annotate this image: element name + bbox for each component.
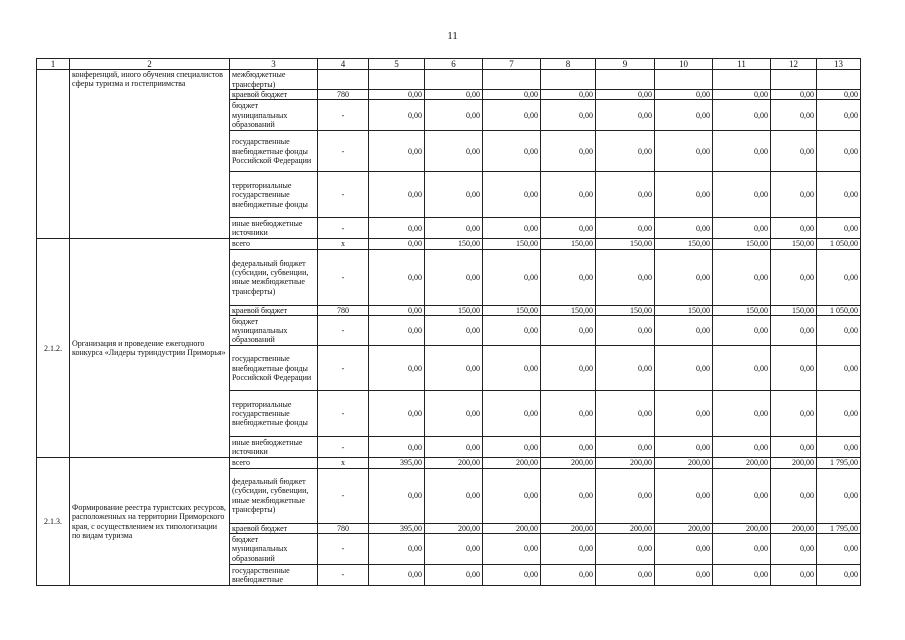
amount-cell: 0,00	[596, 346, 655, 391]
budget-code	[318, 70, 369, 90]
amount-cell: 0,00	[596, 391, 655, 437]
amount-cell: 395,00	[369, 523, 425, 533]
amount-cell: 0,00	[425, 218, 483, 239]
amount-cell: 0,00	[483, 218, 541, 239]
amount-cell: 0,00	[425, 391, 483, 437]
amount-cell: 0,00	[541, 90, 596, 100]
amount-cell: 150,00	[425, 239, 483, 249]
amount-cell: 0,00	[817, 131, 861, 172]
amount-cell: 0,00	[713, 468, 771, 523]
amount-cell: 0,00	[655, 437, 713, 458]
amount-cell: 200,00	[771, 458, 817, 468]
amount-cell: 0,00	[713, 534, 771, 565]
amount-cell: 0,00	[541, 249, 596, 305]
amount-cell: 0,00	[771, 437, 817, 458]
amount-cell: 0,00	[817, 534, 861, 565]
amount-cell: 0,00	[483, 468, 541, 523]
amount-cell: 0,00	[483, 316, 541, 346]
column-header: 10	[655, 59, 713, 70]
amount-cell: 0,00	[655, 172, 713, 218]
amount-cell: 0,00	[771, 391, 817, 437]
amount-cell	[596, 70, 655, 90]
amount-cell: 0,00	[483, 131, 541, 172]
amount-cell: 0,00	[655, 316, 713, 346]
amount-cell: 0,00	[425, 90, 483, 100]
budget-code: 780	[318, 523, 369, 533]
amount-cell: 0,00	[817, 468, 861, 523]
amount-cell	[655, 70, 713, 90]
amount-cell: 150,00	[541, 305, 596, 315]
funding-source: иные внебюджетные источники	[230, 218, 318, 239]
amount-cell: 0,00	[655, 565, 713, 586]
amount-cell: 0,00	[483, 437, 541, 458]
amount-cell: 0,00	[771, 218, 817, 239]
funding-source: краевой бюджет	[230, 90, 318, 100]
amount-cell: 0,00	[817, 316, 861, 346]
amount-cell: 0,00	[369, 249, 425, 305]
amount-cell: 0,00	[425, 565, 483, 586]
amount-cell: 0,00	[369, 346, 425, 391]
table-row	[37, 239, 861, 249]
amount-cell: 0,00	[369, 239, 425, 249]
amount-cell: 0,00	[713, 565, 771, 586]
amount-cell: 0,00	[369, 316, 425, 346]
funding-source: государственные внебюджетные фонды Российской Федерации	[230, 131, 318, 172]
table-row	[37, 458, 861, 468]
amount-cell: 0,00	[596, 100, 655, 131]
amount-cell: 395,00	[369, 458, 425, 468]
budget-code: -	[318, 249, 369, 305]
amount-cell	[817, 70, 861, 90]
amount-cell: 0,00	[425, 100, 483, 131]
amount-cell: 0,00	[483, 172, 541, 218]
amount-cell	[771, 70, 817, 90]
budget-code: -	[318, 437, 369, 458]
funding-source: иные внебюджетные источники	[230, 437, 318, 458]
section-id: 2.1.3.	[37, 458, 70, 586]
funding-source: государственные внебюджетные	[230, 565, 318, 586]
amount-cell: 0,00	[713, 391, 771, 437]
column-header: 7	[483, 59, 541, 70]
amount-cell: 0,00	[713, 131, 771, 172]
amount-cell: 0,00	[713, 218, 771, 239]
amount-cell: 0,00	[541, 391, 596, 437]
amount-cell: 0,00	[369, 305, 425, 315]
funding-source: межбюджетные трансферты)	[230, 70, 318, 90]
amount-cell: 0,00	[771, 100, 817, 131]
amount-cell	[369, 70, 425, 90]
amount-cell: 0,00	[369, 468, 425, 523]
column-header: 11	[713, 59, 771, 70]
amount-cell	[541, 70, 596, 90]
amount-cell: 0,00	[483, 391, 541, 437]
amount-cell: 150,00	[713, 305, 771, 315]
amount-cell: 0,00	[817, 437, 861, 458]
budget-code: -	[318, 100, 369, 131]
funding-source: федеральный бюджет (субсидии, субвенции, иные межбюджетные трансферты)	[230, 249, 318, 305]
amount-cell: 0,00	[596, 90, 655, 100]
budget-code: 780	[318, 90, 369, 100]
amount-cell: 200,00	[713, 458, 771, 468]
amount-cell: 0,00	[817, 249, 861, 305]
amount-cell: 200,00	[483, 523, 541, 533]
budget-code: -	[318, 346, 369, 391]
budget-code: -	[318, 468, 369, 523]
amount-cell: 0,00	[369, 565, 425, 586]
amount-cell: 0,00	[425, 316, 483, 346]
amount-cell: 0,00	[541, 172, 596, 218]
amount-cell: 150,00	[655, 305, 713, 315]
amount-cell: 200,00	[541, 458, 596, 468]
amount-cell: 150,00	[771, 305, 817, 315]
amount-cell: 150,00	[713, 239, 771, 249]
column-header: 12	[771, 59, 817, 70]
column-header: 5	[369, 59, 425, 70]
amount-cell: 0,00	[483, 100, 541, 131]
budget-table	[36, 58, 861, 586]
amount-cell: 0,00	[771, 249, 817, 305]
amount-cell: 0,00	[369, 391, 425, 437]
column-header: 1	[37, 59, 70, 70]
amount-cell: 0,00	[817, 90, 861, 100]
amount-cell: 0,00	[425, 172, 483, 218]
amount-cell: 0,00	[369, 90, 425, 100]
section-id: 2.1.2.	[37, 239, 70, 458]
column-header: 3	[230, 59, 318, 70]
amount-cell: 0,00	[817, 218, 861, 239]
column-header: 4	[318, 59, 369, 70]
amount-cell: 0,00	[817, 172, 861, 218]
amount-cell: 0,00	[369, 437, 425, 458]
funding-source: государственные внебюджетные фонды Российской Федерации	[230, 346, 318, 391]
amount-cell: 150,00	[541, 239, 596, 249]
amount-cell: 0,00	[596, 437, 655, 458]
column-header: 2	[70, 59, 230, 70]
amount-cell: 0,00	[655, 534, 713, 565]
page-number: 11	[447, 30, 458, 42]
amount-cell: 0,00	[713, 437, 771, 458]
table-row	[37, 70, 861, 90]
budget-code: -	[318, 534, 369, 565]
funding-source: бюджет муниципальных образований	[230, 100, 318, 131]
amount-cell: 0,00	[541, 100, 596, 131]
section-id	[37, 70, 70, 239]
amount-cell: 0,00	[425, 534, 483, 565]
amount-cell: 0,00	[713, 172, 771, 218]
amount-cell	[483, 70, 541, 90]
funding-source: федеральный бюджет (субсидии, субвенции, иные межбюджетные трансферты)	[230, 468, 318, 523]
budget-code: -	[318, 565, 369, 586]
amount-cell: 200,00	[483, 458, 541, 468]
amount-cell: 0,00	[425, 346, 483, 391]
amount-cell: 0,00	[771, 468, 817, 523]
amount-cell: 0,00	[713, 90, 771, 100]
amount-cell: 0,00	[541, 131, 596, 172]
section-name: Формирование реестра туристских ресурсов, расположенных на территории Приморского края, с осуществлением их типологизации по видам туризма	[70, 458, 230, 586]
amount-cell	[425, 70, 483, 90]
budget-code: x	[318, 458, 369, 468]
amount-cell: 0,00	[541, 565, 596, 586]
amount-cell: 0,00	[369, 534, 425, 565]
amount-cell: 0,00	[541, 316, 596, 346]
amount-cell: 200,00	[596, 458, 655, 468]
amount-cell: 200,00	[596, 523, 655, 533]
budget-code: 780	[318, 305, 369, 315]
amount-cell: 200,00	[425, 523, 483, 533]
amount-cell: 150,00	[425, 305, 483, 315]
budget-code: -	[318, 218, 369, 239]
amount-cell: 0,00	[655, 346, 713, 391]
amount-cell: 0,00	[541, 346, 596, 391]
amount-cell: 0,00	[483, 534, 541, 565]
funding-source: всего	[230, 239, 318, 249]
funding-source: бюджет муниципальных образований	[230, 316, 318, 346]
amount-cell: 0,00	[771, 172, 817, 218]
amount-cell: 200,00	[541, 523, 596, 533]
section-name: Организация и проведение ежегодного конкурса «Лидеры туриндустрии Приморья»	[70, 239, 230, 458]
amount-cell: 0,00	[596, 468, 655, 523]
amount-cell: 0,00	[771, 316, 817, 346]
column-header: 9	[596, 59, 655, 70]
amount-cell: 0,00	[483, 90, 541, 100]
amount-cell: 0,00	[483, 565, 541, 586]
amount-cell: 200,00	[713, 523, 771, 533]
amount-cell	[713, 70, 771, 90]
amount-cell: 0,00	[655, 391, 713, 437]
amount-cell: 0,00	[771, 534, 817, 565]
amount-cell: 0,00	[425, 437, 483, 458]
funding-source: всего	[230, 458, 318, 468]
amount-cell: 0,00	[771, 565, 817, 586]
amount-cell: 0,00	[425, 249, 483, 305]
amount-cell: 0,00	[817, 346, 861, 391]
amount-cell: 0,00	[425, 131, 483, 172]
amount-cell: 0,00	[369, 100, 425, 131]
amount-cell: 0,00	[483, 249, 541, 305]
budget-code: x	[318, 239, 369, 249]
amount-cell: 0,00	[713, 316, 771, 346]
budget-code: -	[318, 391, 369, 437]
amount-cell: 150,00	[771, 239, 817, 249]
amount-cell: 0,00	[596, 316, 655, 346]
amount-cell: 200,00	[771, 523, 817, 533]
column-header: 13	[817, 59, 861, 70]
amount-cell: 1 050,00	[817, 239, 861, 249]
amount-cell: 0,00	[541, 437, 596, 458]
amount-cell: 1 795,00	[817, 458, 861, 468]
amount-cell: 0,00	[369, 172, 425, 218]
amount-cell: 200,00	[655, 458, 713, 468]
amount-cell: 1 795,00	[817, 523, 861, 533]
amount-cell: 0,00	[771, 90, 817, 100]
amount-cell: 0,00	[713, 346, 771, 391]
amount-cell: 1 050,00	[817, 305, 861, 315]
header-row	[37, 59, 861, 70]
column-header: 6	[425, 59, 483, 70]
amount-cell: 0,00	[596, 218, 655, 239]
funding-source: краевой бюджет	[230, 305, 318, 315]
budget-code: -	[318, 172, 369, 218]
budget-code: -	[318, 316, 369, 346]
amount-cell: 200,00	[655, 523, 713, 533]
amount-cell: 0,00	[596, 131, 655, 172]
amount-cell: 0,00	[817, 565, 861, 586]
funding-source: территориальные государственные внебюджетные фонды	[230, 172, 318, 218]
amount-cell: 0,00	[596, 565, 655, 586]
amount-cell: 0,00	[369, 218, 425, 239]
amount-cell: 0,00	[771, 346, 817, 391]
amount-cell: 0,00	[596, 249, 655, 305]
amount-cell: 150,00	[596, 239, 655, 249]
section-name: конференций, иного обучения специалистов сферы туризма и гостеприимства	[70, 70, 230, 239]
amount-cell: 0,00	[655, 249, 713, 305]
amount-cell: 0,00	[425, 468, 483, 523]
amount-cell: 0,00	[771, 131, 817, 172]
amount-cell: 0,00	[655, 218, 713, 239]
amount-cell: 0,00	[541, 218, 596, 239]
amount-cell: 0,00	[596, 172, 655, 218]
amount-cell: 150,00	[655, 239, 713, 249]
amount-cell: 0,00	[541, 468, 596, 523]
amount-cell: 0,00	[483, 346, 541, 391]
amount-cell: 0,00	[655, 131, 713, 172]
funding-source: краевой бюджет	[230, 523, 318, 533]
amount-cell: 0,00	[541, 534, 596, 565]
amount-cell: 0,00	[713, 249, 771, 305]
amount-cell: 150,00	[483, 305, 541, 315]
amount-cell: 150,00	[483, 239, 541, 249]
amount-cell: 150,00	[596, 305, 655, 315]
amount-cell: 0,00	[655, 90, 713, 100]
amount-cell: 0,00	[817, 100, 861, 131]
budget-code: -	[318, 131, 369, 172]
amount-cell: 0,00	[655, 468, 713, 523]
amount-cell: 0,00	[369, 131, 425, 172]
funding-source: территориальные государственные внебюджетные фонды	[230, 391, 318, 437]
column-header: 8	[541, 59, 596, 70]
funding-source: бюджет муниципальных образований	[230, 534, 318, 565]
amount-cell: 0,00	[655, 100, 713, 131]
amount-cell: 0,00	[596, 534, 655, 565]
amount-cell: 0,00	[713, 100, 771, 131]
amount-cell: 0,00	[817, 391, 861, 437]
amount-cell: 200,00	[425, 458, 483, 468]
